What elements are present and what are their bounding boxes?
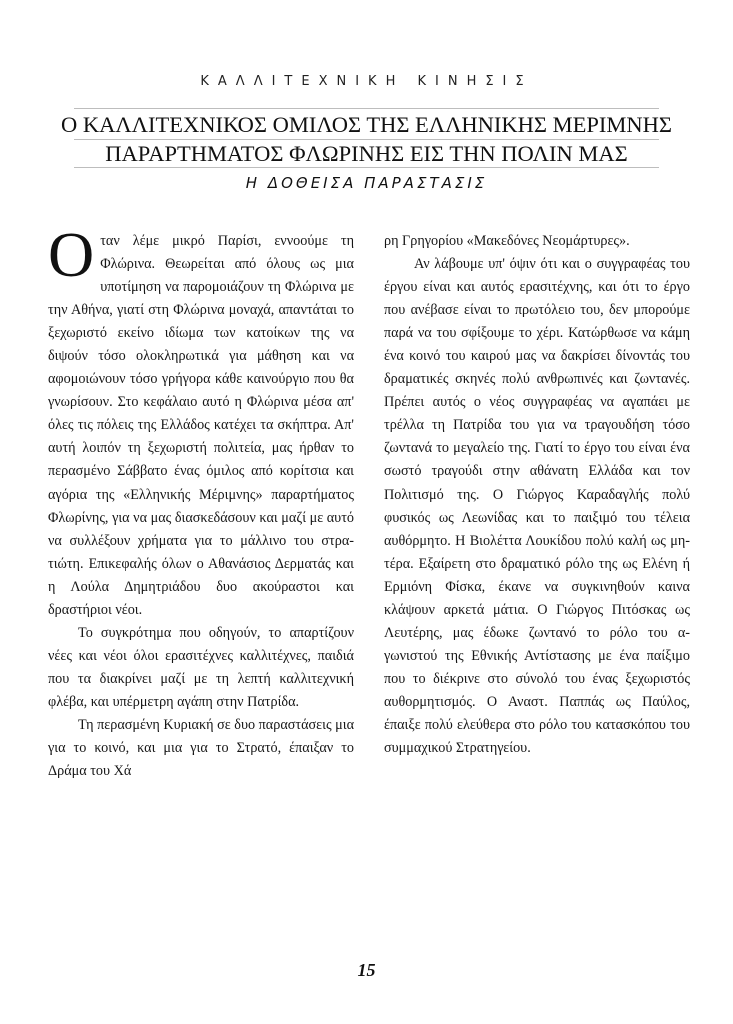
title-rule-top	[74, 108, 659, 109]
paragraph: Το συγκρότημα που οδηγούν, το απαρτίζουν νέες και νέοι όλοι ερασιτέχνες καλλιτέχνες, παιδιά που τα διακρίνει μαζί με τη λεπτή καλλιτεχνική φλέβα, και υπέρμετρη αγάπη στην Πατρίδα.	[48, 624, 354, 710]
paragraph: ρη Γρηγορίου «Μακεδόνες Νεομάρτυρες».	[384, 233, 630, 249]
left-column	[48, 219, 354, 783]
article-title-line-1: Ο ΚΑΛΛΙΤΕΧΝΙΚΟΣ ΟΜΙΛΟΣ ΤΗΣ ΕΛΛΗΝΙΚΗΣ ΜΕΡΙΜΝΗΣ	[61, 112, 672, 137]
paragraph	[48, 219, 354, 622]
drop-cap: Ο	[48, 219, 95, 290]
title-rule-bottom	[74, 167, 659, 168]
title-rule-middle	[74, 139, 659, 140]
right-column	[384, 230, 690, 760]
section-label: ΚΑΛΛΙΤΕΧΝΙΚΗ ΚΙΝΗΣΙΣ	[200, 74, 533, 89]
article-title-line-2: ΠΑΡΑΡΤΗΜΑΤΟΣ ΦΛΩΡΙΝΗΣ ΕΙΣ ΤΗΝ ΠΟΛΙΝ ΜΑΣ	[105, 141, 628, 166]
article-subtitle: Η ΔΟΘΕΙΣΑ ΠΑΡΑΣΤΑΣΙΣ	[245, 174, 488, 192]
paragraph: Αν λάβουμε υπ' όψιν ότι και ο συγγραφέας του έργου είναι και αυτός ερασιτέχνης, και ότι το έργο που ανέβασε είναι το πρωτόλειο του, δεν μπορούμε παρά να του σφίξουμε το χέρι. Κατώρθωσε να κάμη ένα κοινό του καιρού μας να δακρίσει δίνοντάς του δραματικές σκηνές πολύ ανθρωπινές και ζωντανές. Πρέπει αυτός ο νέος συγγραφέας να αγαπάει με τρέλλα τη Πατρίδα του για να τραγουδήση τόσο ζωντανά το μεγαλείο της. Γιατί το έργο του είναι ένα σωστό τραγούδι στην αθάνατη Ελλάδα και τον Πολιτισμό της. Ο Γιώργος Καραδαγλής πολύ φυσικός ως Λεωνίδας και το παιξιμό του τέλεια αυθόρμητο. Η Βιολέττα Λουκίδου πολύ καλή ως μητέρα. Εξαίρετη στο δραματικό ρόλο της ως Ελένη ή Ερμιόνη Φίσκα, έκανε να συγκινηθούν καινα κλάψουν αρκετά μάτια. Ο Γιώργος Πιτόσκας ως Λευτέρης, μας έδωκε ζωντανό το ρόλο του αγωνιστού της Εθνικής Αντίστασης με ένα παίξιμο που το διέκρινε στο σύνολό του ένας ξεχωριστός αυθορμητισμός. Ο Αναστ. Παππάς ως Παύλος, έπαιξε πολύ ελεύθερα στο ρόλο του κατασκόπου του συμμαχικού Στρατηγείου.	[384, 256, 690, 757]
page-number: 15	[357, 960, 376, 980]
paragraph-text: ταν λέμε μικρό Παρίσι, εννοούμε τη Φλώρινα. Θεωρείται από όλους ως μια υποτίμηση να παρομοιάζουν τη Φλώρινα με την Αθήνα, γιατί στη Φλώρινα μοναχά, απαντάται το ξεχωριστό εκείνο ιδίωμα των κατοίκων της να διψούν τόσο ολοκληρωτικά για μάθηση και να αφομοιώνουν τόσο γρήγορα κάθε καινούργιο που θα γνωρίσουν. Στο κεφάλαιο αυτό η Φλώρινα μέσα απ' όλες τις πόλεις της Ελλάδος κατέχει τα σκήπτρα. Απ' αυτή λοιπόν τη ξεχωριστή πολιτεία, μας ήρθαν το περασμένο Σάββατο ένας όμιλος από κορίτσια και αγόρια της «Ελληνικής Μέριμνης» παραρτήματος Φλωρίνης, για να μας διασκεδάσουν και μαζί με αυτό να συλλέξουν χρήματα για το μάλλινο του στρατιώτη. Επικεφαλής όλων ο Αθανάσιος Δερματάς και η Λούλα Δημητριάδου δυο ακούραστοι και δραστήριοι νέοι.	[48, 233, 354, 618]
paragraph: Τη περασμένη Κυριακή σε δυο παραστάσεις μια για το κοινό, και μια για το Στρατό, έπαιξαν το Δράμα του Χά	[48, 716, 354, 780]
